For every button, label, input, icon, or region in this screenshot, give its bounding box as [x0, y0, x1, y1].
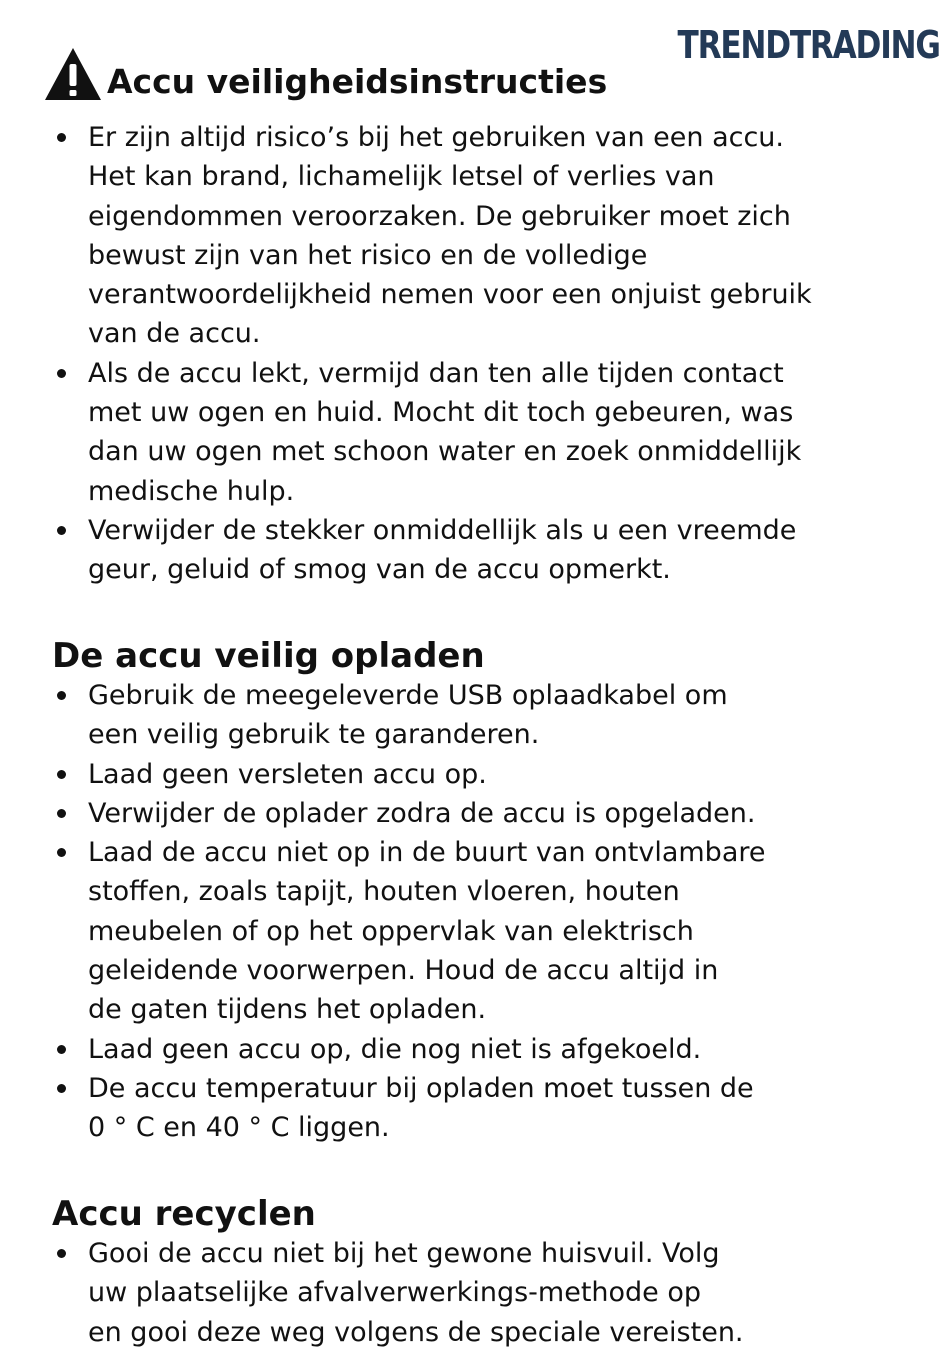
warning-triangle-icon: [43, 46, 103, 102]
safety-heading: Accu veiligheidsinstructies: [107, 62, 608, 101]
list-item: Laad geen versleten accu op.: [52, 755, 930, 794]
section-recycling: [52, 1194, 930, 1352]
list-item: Gooi de accu niet bij het gewone huisvuil. Volg uw plaatselijke afvalverwerkings-methode op en gooi deze weg volgens de speciale vereisten.: [52, 1234, 930, 1352]
section-safety-instructions: [52, 118, 930, 590]
safety-list: [52, 118, 930, 590]
bullet-icon: [57, 1084, 66, 1093]
bullet-icon: [57, 133, 66, 142]
list-item: Er zijn altijd risico’s bij het gebruiken van een accu. Het kan brand, lichamelijk letsel of verlies van eigendommen veroorzaken. De gebruiker moet zich bewust zijn van het risico en de volledige verantwoordelijkheid nemen voor een onjuist gebruik van de accu.: [52, 118, 930, 354]
list-item: De accu temperatuur bij opladen moet tussen de 0 ° C en 40 ° C liggen.: [52, 1069, 930, 1148]
recycling-heading: Accu recyclen: [52, 1194, 316, 1234]
bullet-icon: [57, 691, 66, 700]
list-item: Verwijder de stekker onmiddellijk als u een vreemde geur, geluid of smog van de accu opmerkt.: [52, 511, 930, 590]
bullet-icon: [57, 526, 66, 535]
list-item: Laad de accu niet op in de buurt van ontvlambare stoffen, zoals tapijt, houten vloeren, houten meubelen of op het oppervlak van elektrisch geleidende voorwerpen. Houd de accu altijd in de gaten tijdens het opladen.: [52, 833, 930, 1029]
bullet-icon: [57, 809, 66, 818]
brand-logo: TRENDTRADING: [677, 23, 940, 67]
bullet-icon: [57, 848, 66, 857]
list-item: Gebruik de meegeleverde USB oplaadkabel om een veilig gebruik te garanderen.: [52, 676, 930, 755]
recycling-list: [52, 1234, 930, 1352]
bullet-icon: [57, 1249, 66, 1258]
charging-list: [52, 676, 930, 1148]
charging-heading: De accu veilig opladen: [52, 636, 485, 676]
bullet-icon: [57, 770, 66, 779]
bullet-icon: [57, 1045, 66, 1054]
list-item: Laad geen accu op, die nog niet is afgekoeld.: [52, 1030, 930, 1069]
list-item: Als de accu lekt, vermijd dan ten alle tijden contact met uw ogen en huid. Mocht dit toch gebeuren, was dan uw ogen met schoon water en zoek onmiddellijk medische hulp.: [52, 354, 930, 511]
safety-title-row: [43, 42, 607, 102]
list-item: Verwijder de oplader zodra de accu is opgeladen.: [52, 794, 930, 833]
bullet-icon: [57, 369, 66, 378]
section-safe-charging: [52, 636, 930, 1148]
